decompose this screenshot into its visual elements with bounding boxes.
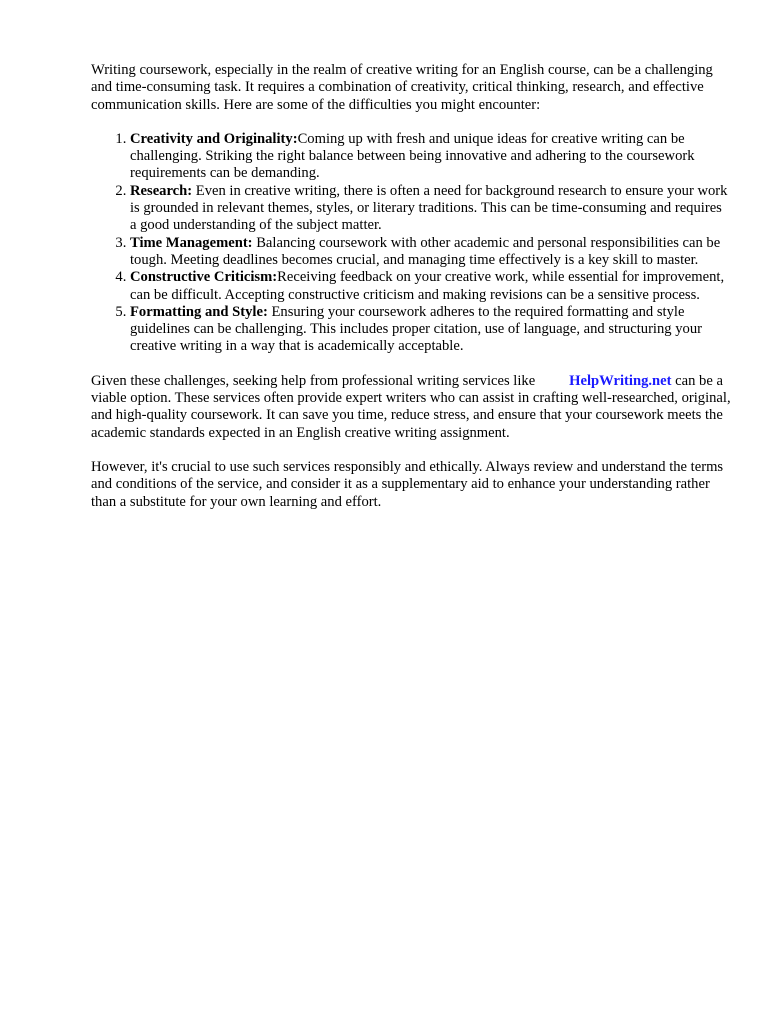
intro-paragraph: Writing coursework, especially in the realm of creative writing for an English course, can be a challenging and time-consuming task. It requires a combination of creativity, critical thinking, research, and effective communication skills. Here are some of the difficulties you might encounter: — [91, 62, 713, 113]
list-item — [130, 235, 731, 270]
list-item — [130, 269, 731, 304]
list-item-term: Time Management: — [130, 234, 253, 251]
difficulties-list — [91, 131, 731, 356]
document-page — [91, 62, 731, 511]
list-item-text: Coming up with fresh and unique ideas for creative writing can be challenging. Striking the right balance between being innovative and adhering to the coursework requirements can be demanding. — [130, 130, 695, 182]
list-item-term: Formatting and Style: — [130, 303, 268, 320]
list-item-text: Receiving feedback on your creative work, while essential for improvement, can be difficult. Accepting constructive criticism and making revisions can be a sensitive process. — [130, 269, 725, 303]
list-item-term: Research: — [130, 182, 193, 199]
list-item-text: Even in creative writing, there is often a need for background research to ensure your work is grounded in relevant themes, styles, or literary traditions. This can be time-consuming and requires a good understanding of the subject matter. — [130, 182, 728, 234]
list-item-text: Balancing coursework with other academic and personal responsibilities can be tough. Meeting deadlines becomes crucial, and managing time effectively is a key skill to master. — [130, 234, 721, 268]
list-item-term: Creativity and Originality: — [130, 130, 298, 147]
list-item-term: Constructive Criticism: — [130, 269, 278, 286]
services-paragraph — [91, 373, 731, 442]
list-item — [130, 131, 731, 183]
list-item-text: Ensuring your coursework adheres to the required formatting and style guidelines can be challenging. This includes proper citation, use of language, and structuring your creative writing in a way that is academically acceptable. — [130, 303, 702, 355]
services-paragraph-before: Given these challenges, seeking help from professional writing services like — [91, 372, 536, 389]
list-item — [130, 183, 731, 235]
services-paragraph-after: can be a viable option. These services often provide expert writers who can assist in crafting well-researched, original, and high-quality coursework. It can save you time, reduce stress, and ensure that your coursework meets the academic standards expected in an English creative writing assignment. — [91, 372, 731, 441]
helpwriting-link[interactable]: HelpWriting.net — [569, 372, 672, 389]
list-item — [130, 304, 731, 356]
closing-paragraph: However, it's crucial to use such services responsibly and ethically. Always review and understand the terms and conditions of the service, and consider it as a supplementary aid to enhance your understanding rather than a substitute for your own learning and effort. — [91, 458, 724, 510]
